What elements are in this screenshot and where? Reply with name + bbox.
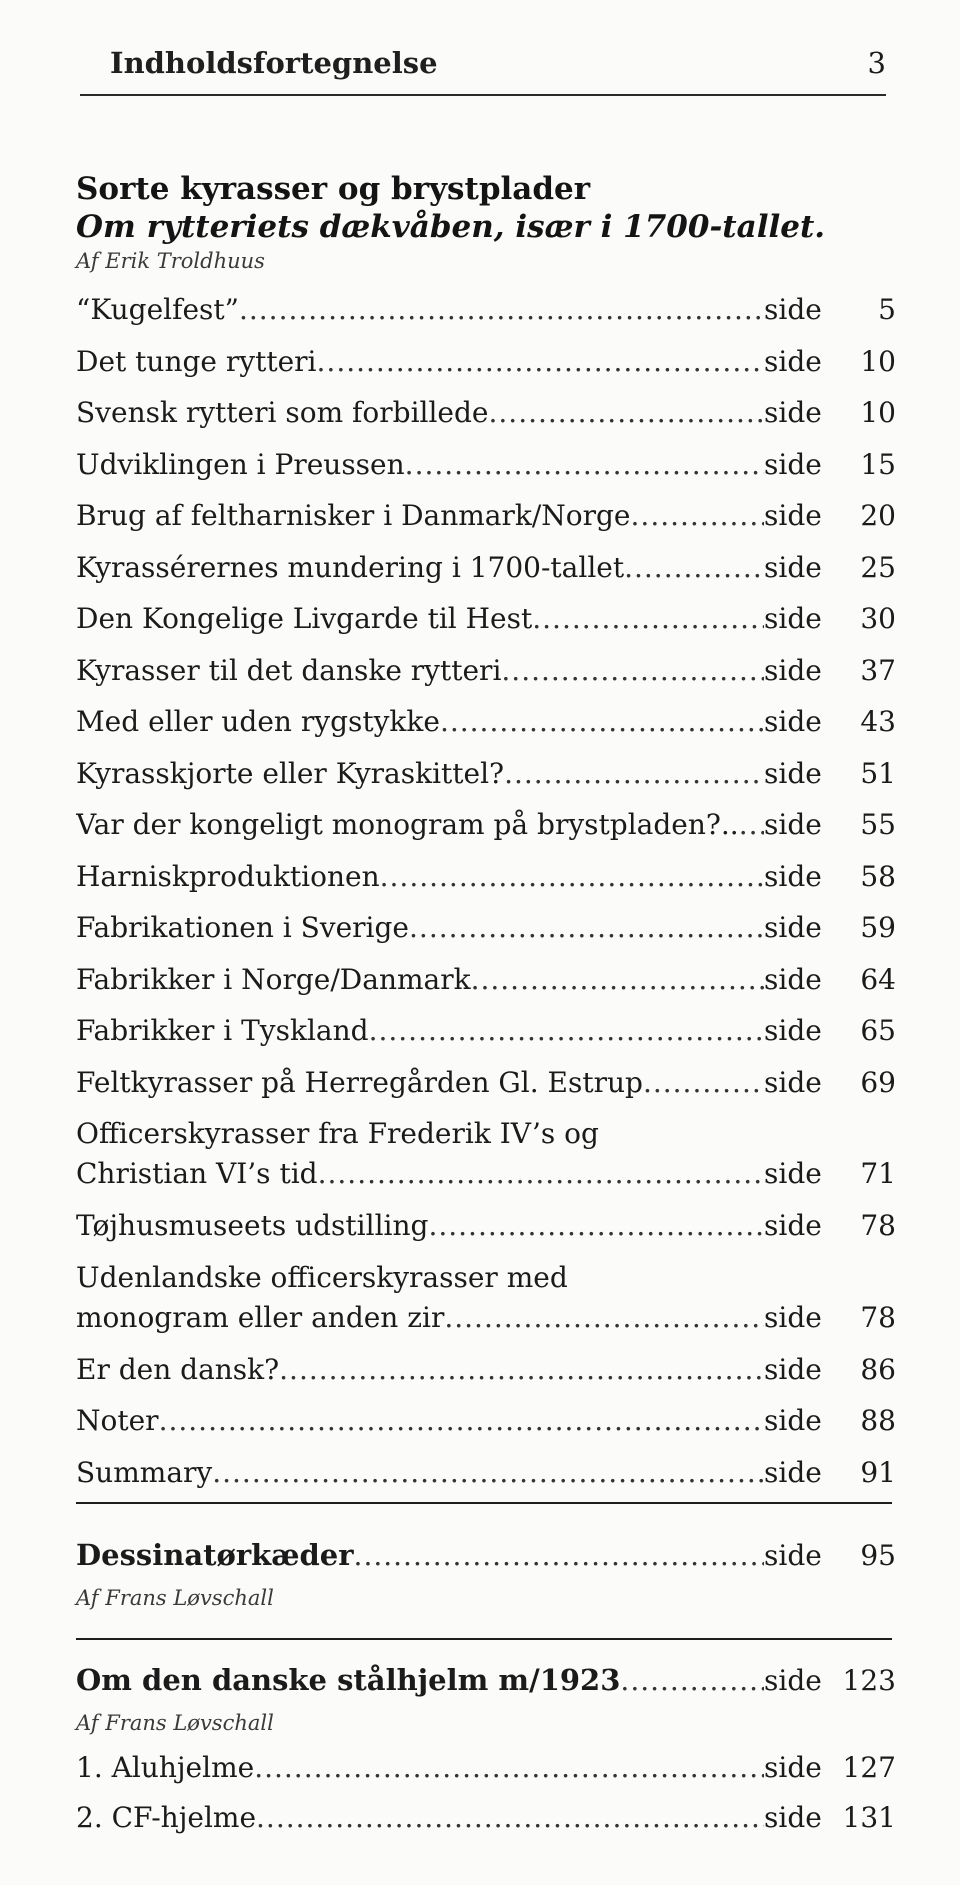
- toc-side-label: side: [764, 911, 822, 944]
- toc-entry-title: Var der kongeligt monogram på brystpladen?..: [76, 808, 739, 841]
- dot-leader: [471, 960, 764, 1000]
- toc-entry[interactable]: [76, 1798, 896, 1848]
- toc-entry-title-line2: monogram eller anden zir: [76, 1300, 445, 1334]
- toc-side-label: side: [764, 1014, 822, 1047]
- dot-leader: [318, 1157, 764, 1190]
- toc-entry[interactable]: [76, 1063, 896, 1115]
- toc-entry[interactable]: [76, 1206, 896, 1258]
- toc-entry[interactable]: [76, 805, 896, 857]
- dot-leader: [380, 857, 764, 897]
- dot-leader: [409, 908, 764, 948]
- toc-entry-title: Med eller uden rygstykke: [76, 705, 440, 738]
- section-title: Dessinatørkæder: [76, 1538, 354, 1572]
- toc-page-number: 86: [860, 1352, 896, 1386]
- toc-entry[interactable]: [76, 1011, 896, 1063]
- toc-page-number: 127: [842, 1751, 896, 1784]
- toc-side-label: side: [764, 293, 822, 326]
- dot-leader: [489, 393, 765, 433]
- toc-entry-title-line1: Udenlandske officerskyrasser med: [76, 1260, 568, 1294]
- toc-side-label: side: [764, 344, 822, 378]
- toc-entry[interactable]: [76, 342, 896, 394]
- toc-entry-title: Kyrasskjorte eller Kyraskittel?: [76, 756, 505, 790]
- toc-entry-title: Udviklingen i Preussen: [76, 447, 405, 481]
- toc-side-label: side: [764, 1455, 822, 1489]
- toc-page-number: 55: [860, 808, 896, 841]
- toc-page-number: 10: [860, 396, 896, 429]
- toc-entry[interactable]: [76, 651, 896, 703]
- toc-page-number: 25: [860, 550, 896, 584]
- toc-entry-title: Harniskproduktionen: [76, 859, 380, 893]
- dot-leader: [212, 1453, 764, 1493]
- toc-entry[interactable]: [76, 960, 896, 1012]
- toc-entry-title: Den Kongelige Livgarde til Hest: [76, 602, 533, 635]
- toc-entry-title: Fabrikationen i Sverige: [76, 911, 410, 944]
- dot-leader: [504, 754, 764, 794]
- header-title: Indholdsfortegnelse: [110, 46, 438, 80]
- section-subtitle: Om rytteriets dækvåben, især i 1700-tallet.: [76, 209, 826, 245]
- toc-entry[interactable]: [76, 1350, 896, 1402]
- toc-entry[interactable]: [76, 393, 896, 445]
- toc-entry-multiline[interactable]: [76, 1258, 896, 1350]
- toc-side-label: side: [764, 1209, 822, 1242]
- section-author: Af Erik Troldhuus: [76, 249, 265, 273]
- dot-leader: [440, 702, 764, 742]
- toc-page-number: 69: [860, 1065, 896, 1099]
- toc-entry-multiline[interactable]: [76, 1114, 896, 1206]
- toc-entry[interactable]: [76, 1401, 896, 1453]
- toc-entry-title: Feltkyrasser på Herregården Gl. Estrup: [76, 1065, 643, 1099]
- toc-list: [76, 290, 896, 1504]
- toc-side-label: side: [764, 859, 822, 893]
- dot-leader: [159, 1401, 764, 1441]
- section-sorte-kyrasser: [76, 170, 896, 1504]
- dot-leader: [624, 548, 764, 588]
- toc-entry[interactable]: [76, 548, 896, 600]
- toc-entry-title: Fabrikker i Tyskland: [76, 1014, 369, 1047]
- running-header: [80, 36, 886, 96]
- toc-entry-title: Fabrikker i Norge/Danmark: [76, 962, 471, 996]
- toc-entry[interactable]: [76, 908, 896, 960]
- dot-leader: [369, 1011, 764, 1051]
- dot-leader: [279, 1350, 764, 1390]
- toc-side-label: side: [764, 756, 822, 790]
- toc-side-label: side: [764, 550, 822, 584]
- dot-leader: [532, 599, 764, 639]
- toc-page-number: 131: [842, 1801, 896, 1834]
- section-divider: [76, 1638, 892, 1640]
- toc-entry[interactable]: [76, 702, 896, 754]
- toc-entry-title: 1. Aluhjelme: [76, 1751, 255, 1784]
- dot-leader: [256, 1798, 764, 1838]
- toc-page-number: 37: [860, 653, 896, 687]
- toc-side-label: side: [764, 808, 822, 841]
- toc-entry-title: Noter: [76, 1404, 159, 1437]
- dot-leader: [739, 805, 764, 845]
- toc-side-label: side: [764, 499, 822, 532]
- toc-entry-title: “Kugelfest”: [76, 293, 239, 326]
- toc-page-number: 78: [860, 1209, 896, 1242]
- section-author: Af Frans Løvschall: [76, 1586, 274, 1610]
- toc-entry-title: Svensk rytteri som forbillede: [76, 396, 489, 429]
- toc-entry-title: Kyrassérernes mundering i 1700-tallet: [76, 550, 625, 584]
- toc-entry[interactable]: [76, 445, 896, 497]
- toc-page-number: 10: [860, 344, 896, 378]
- dot-leader: [239, 290, 764, 330]
- dot-leader: [405, 445, 764, 485]
- toc-side-label: side: [764, 1404, 822, 1437]
- toc-side-label: side: [764, 705, 822, 738]
- section-divider: [76, 1502, 892, 1504]
- toc-entry[interactable]: [76, 754, 896, 806]
- dot-leader: [501, 651, 764, 691]
- toc-page-number: 71: [860, 1157, 896, 1190]
- toc-page-number: 51: [860, 756, 896, 790]
- toc-page-number: 20: [860, 499, 896, 532]
- toc-side-label: side: [764, 602, 822, 635]
- toc-entry-title: Summary: [76, 1455, 213, 1489]
- toc-side-label: side: [764, 1801, 822, 1834]
- toc-page-number: 58: [860, 859, 896, 893]
- dot-leader: [444, 1301, 764, 1334]
- dot-leader: [428, 1206, 764, 1246]
- dot-leader: [620, 1661, 764, 1701]
- toc-side-label: side: [764, 962, 822, 996]
- toc-entry[interactable]: [76, 1453, 896, 1505]
- toc-entry[interactable]: [76, 496, 896, 548]
- toc-entry-title: Brug af feltharnisker i Danmark/Norge: [76, 499, 631, 532]
- toc-page-number: 88: [860, 1404, 896, 1437]
- toc-page-number: 30: [860, 602, 896, 635]
- toc-page-number: 43: [860, 705, 896, 738]
- dot-leader: [317, 342, 764, 382]
- toc-side-label: side: [764, 1300, 822, 1334]
- toc-page-number: 95: [860, 1539, 896, 1572]
- toc-entry-section-heading[interactable]: [76, 1660, 896, 1708]
- toc-entry-title: Det tunge rytteri: [76, 344, 317, 378]
- dot-leader: [254, 1748, 764, 1788]
- toc-side-label: side: [764, 1664, 822, 1697]
- toc-side-label: side: [764, 1352, 822, 1386]
- dot-leader: [631, 496, 764, 536]
- toc-entry[interactable]: [76, 1748, 896, 1798]
- toc-entry-title: Kyrasser til det danske rytteri: [76, 653, 502, 687]
- toc-page-number: 78: [860, 1300, 896, 1334]
- toc-entry-title-line2: Christian VI’s tid: [76, 1157, 318, 1190]
- toc-side-label: side: [764, 1751, 822, 1784]
- dot-leader: [354, 1536, 764, 1576]
- toc-entry[interactable]: [76, 599, 896, 651]
- toc-side-label: side: [764, 1539, 822, 1572]
- toc-entry-title: 2. CF-hjelme: [76, 1801, 257, 1834]
- section-staalhjelm: [76, 1660, 896, 1848]
- toc-side-label: side: [764, 1157, 822, 1190]
- toc-entry-section-heading[interactable]: [76, 1535, 896, 1583]
- header-page-number: 3: [867, 46, 886, 80]
- dot-leader: [643, 1063, 764, 1103]
- toc-entry[interactable]: [76, 290, 896, 342]
- toc-entry-title-line1: Officerskyrasser fra Frederik IV’s og: [76, 1117, 599, 1150]
- toc-side-label: side: [764, 653, 822, 687]
- section-dessinatorkaeder: [76, 1535, 896, 1613]
- toc-page-number: 64: [860, 962, 896, 996]
- section-author: Af Frans Løvschall: [76, 1711, 274, 1735]
- toc-page-number: 65: [860, 1014, 896, 1047]
- toc-page-number: 5: [878, 293, 896, 326]
- toc-entry-title: Er den dansk?: [76, 1352, 280, 1386]
- toc-page-number: 123: [842, 1664, 896, 1697]
- toc-entry-title: Tøjhusmuseets udstilling: [76, 1209, 429, 1242]
- toc-side-label: side: [764, 1065, 822, 1099]
- section-title: Om den danske stålhjelm m/1923: [76, 1663, 621, 1697]
- toc-page-number: 59: [860, 911, 896, 944]
- toc-side-label: side: [764, 447, 822, 481]
- section-title: Sorte kyrasser og brystplader: [76, 171, 591, 207]
- toc-page-number: 91: [860, 1455, 896, 1489]
- toc-entry[interactable]: [76, 857, 896, 909]
- toc-page-number: 15: [860, 447, 896, 481]
- toc-side-label: side: [764, 396, 822, 429]
